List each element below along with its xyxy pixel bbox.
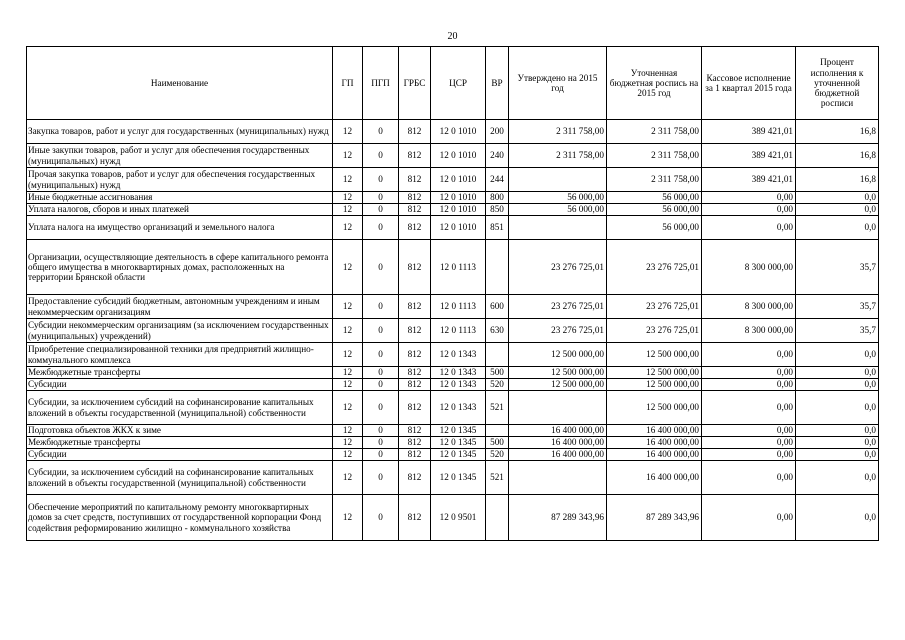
row-name: Межбюджетные трансферты: [27, 367, 333, 379]
row-name: Закупка товаров, работ и услуг для государственных (муниципальных) нужд: [27, 120, 333, 144]
row-approved: 2 311 758,00: [509, 120, 607, 144]
row-gp: 12: [333, 240, 363, 295]
row-name: Организации, осуществляющие деятельность в сфере капитального ремонта общего имущества в многоквартирных домах, расположенных на территории Брянской области: [27, 240, 333, 295]
row-pgp: 0: [363, 240, 399, 295]
row-approved: 12 500 000,00: [509, 367, 607, 379]
row-percent: 0,0: [796, 379, 879, 391]
row-cash: 0,00: [702, 343, 796, 367]
row-vr: 600: [486, 295, 509, 319]
row-percent: 0,0: [796, 192, 879, 204]
row-name: Межбюджетные трансферты: [27, 437, 333, 449]
row-refined: 23 276 725,01: [607, 295, 702, 319]
table-row: [27, 367, 879, 379]
table-row: [27, 204, 879, 216]
row-approved: [509, 391, 607, 425]
row-cash: 0,00: [702, 437, 796, 449]
row-name: Субсидии некоммерческим организациям (за исключением государственных (муниципальных) учреждений): [27, 319, 333, 343]
row-pgp: 0: [363, 144, 399, 168]
row-pgp: 0: [363, 425, 399, 437]
header-grbs: ГРБС: [399, 47, 431, 120]
row-grbs: 812: [399, 168, 431, 192]
row-cash: 0,00: [702, 204, 796, 216]
row-grbs: 812: [399, 120, 431, 144]
row-approved: [509, 168, 607, 192]
row-pgp: 0: [363, 319, 399, 343]
row-percent: 0,0: [796, 343, 879, 367]
row-csr: 12 0 1010: [431, 120, 486, 144]
row-percent: 0,0: [796, 204, 879, 216]
row-grbs: 812: [399, 425, 431, 437]
row-gp: 12: [333, 120, 363, 144]
table-row: [27, 391, 879, 425]
row-grbs: 812: [399, 495, 431, 541]
row-percent: 0,0: [796, 437, 879, 449]
row-cash: 0,00: [702, 216, 796, 240]
row-refined: 2 311 758,00: [607, 144, 702, 168]
row-name: Субсидии: [27, 449, 333, 461]
row-vr: 520: [486, 379, 509, 391]
row-pgp: 0: [363, 192, 399, 204]
table-row: [27, 449, 879, 461]
row-name: Уплата налога на имущество организаций и земельного налога: [27, 216, 333, 240]
table-row: [27, 495, 879, 541]
row-approved: 12 500 000,00: [509, 343, 607, 367]
row-grbs: 812: [399, 391, 431, 425]
row-csr: 12 0 1113: [431, 240, 486, 295]
row-cash: 0,00: [702, 425, 796, 437]
row-name: Иные закупки товаров, работ и услуг для обеспечения государственных (муниципальных) нужд: [27, 144, 333, 168]
row-refined: 2 311 758,00: [607, 120, 702, 144]
row-cash: 8 300 000,00: [702, 240, 796, 295]
header-vr: ВР: [486, 47, 509, 120]
row-refined: 87 289 343,96: [607, 495, 702, 541]
row-approved: 23 276 725,01: [509, 319, 607, 343]
row-gp: 12: [333, 449, 363, 461]
row-vr: 244: [486, 168, 509, 192]
row-refined: 56 000,00: [607, 192, 702, 204]
table-row: [27, 425, 879, 437]
row-approved: 12 500 000,00: [509, 379, 607, 391]
row-name: Субсидии, за исключением субсидий на софинансирование капитальных вложений в объекты государственной (муниципальной) собственности: [27, 391, 333, 425]
header-gp: ГП: [333, 47, 363, 120]
row-csr: 12 0 1010: [431, 192, 486, 204]
row-pgp: 0: [363, 216, 399, 240]
row-csr: 12 0 1010: [431, 144, 486, 168]
row-percent: 0,0: [796, 367, 879, 379]
row-gp: 12: [333, 144, 363, 168]
row-pgp: 0: [363, 379, 399, 391]
header-name: Наименование: [27, 47, 333, 120]
row-approved: [509, 461, 607, 495]
row-approved: 87 289 343,96: [509, 495, 607, 541]
row-cash: 0,00: [702, 495, 796, 541]
page-number: 20: [447, 31, 458, 42]
row-grbs: 812: [399, 437, 431, 449]
row-cash: 389 421,01: [702, 144, 796, 168]
row-refined: 23 276 725,01: [607, 319, 702, 343]
row-gp: 12: [333, 367, 363, 379]
row-vr: 240: [486, 144, 509, 168]
row-vr: 851: [486, 216, 509, 240]
row-pgp: 0: [363, 120, 399, 144]
row-cash: 0,00: [702, 391, 796, 425]
row-cash: 8 300 000,00: [702, 295, 796, 319]
row-vr: 521: [486, 391, 509, 425]
row-approved: 16 400 000,00: [509, 449, 607, 461]
row-gp: 12: [333, 216, 363, 240]
row-cash: 0,00: [702, 449, 796, 461]
row-gp: 12: [333, 495, 363, 541]
row-gp: 12: [333, 343, 363, 367]
row-cash: 0,00: [702, 379, 796, 391]
row-pgp: 0: [363, 343, 399, 367]
row-gp: 12: [333, 379, 363, 391]
row-csr: 12 0 9501: [431, 495, 486, 541]
row-percent: 0,0: [796, 461, 879, 495]
table-row: [27, 120, 879, 144]
row-cash: 0,00: [702, 192, 796, 204]
table-row: [27, 379, 879, 391]
row-vr: 630: [486, 319, 509, 343]
header-percent: Процент исполнения к уточненной бюджетной росписи: [796, 47, 879, 120]
row-pgp: 0: [363, 461, 399, 495]
row-pgp: 0: [363, 495, 399, 541]
row-name: Иные бюджетные ассигнования: [27, 192, 333, 204]
row-grbs: 812: [399, 295, 431, 319]
row-csr: 12 0 1343: [431, 367, 486, 379]
row-percent: 0,0: [796, 391, 879, 425]
row-cash: 0,00: [702, 367, 796, 379]
row-vr: [486, 343, 509, 367]
row-gp: 12: [333, 425, 363, 437]
row-refined: 16 400 000,00: [607, 437, 702, 449]
table-row: [27, 240, 879, 295]
row-percent: 35,7: [796, 319, 879, 343]
row-csr: 12 0 1345: [431, 461, 486, 495]
row-gp: 12: [333, 437, 363, 449]
row-vr: 521: [486, 461, 509, 495]
row-grbs: 812: [399, 449, 431, 461]
row-refined: 16 400 000,00: [607, 449, 702, 461]
row-refined: 12 500 000,00: [607, 343, 702, 367]
row-approved: 23 276 725,01: [509, 240, 607, 295]
table-row: [27, 192, 879, 204]
header-refined: Уточненная бюджетная роспись на 2015 год: [607, 47, 702, 120]
row-cash: 8 300 000,00: [702, 319, 796, 343]
row-grbs: 812: [399, 319, 431, 343]
row-csr: 12 0 1113: [431, 295, 486, 319]
row-name: Обеспечение мероприятий по капитальному ремонту многоквартирных домов за счет средств, поступивших от государственной корпорации Фонд содействия реформированию жилищно - коммунального хозяйства: [27, 495, 333, 541]
row-cash: 389 421,01: [702, 168, 796, 192]
row-cash: 0,00: [702, 461, 796, 495]
row-grbs: 812: [399, 343, 431, 367]
row-gp: 12: [333, 295, 363, 319]
table-row: [27, 437, 879, 449]
table-row: [27, 144, 879, 168]
row-pgp: 0: [363, 295, 399, 319]
table-header-row: [27, 47, 879, 120]
row-refined: 12 500 000,00: [607, 391, 702, 425]
row-name: Уплата налогов, сборов и иных платежей: [27, 204, 333, 216]
row-pgp: 0: [363, 437, 399, 449]
row-grbs: 812: [399, 204, 431, 216]
row-grbs: 812: [399, 216, 431, 240]
row-percent: 16,8: [796, 120, 879, 144]
row-approved: 56 000,00: [509, 204, 607, 216]
row-csr: 12 0 1010: [431, 216, 486, 240]
row-csr: 12 0 1113: [431, 319, 486, 343]
row-name: Прочая закупка товаров, работ и услуг для обеспечения государственных (муниципальных) нужд: [27, 168, 333, 192]
row-gp: 12: [333, 319, 363, 343]
row-gp: 12: [333, 461, 363, 495]
row-csr: 12 0 1343: [431, 391, 486, 425]
row-grbs: 812: [399, 379, 431, 391]
table-row: [27, 295, 879, 319]
row-approved: 2 311 758,00: [509, 144, 607, 168]
row-grbs: 812: [399, 192, 431, 204]
row-vr: 500: [486, 437, 509, 449]
row-percent: 0,0: [796, 216, 879, 240]
row-grbs: 812: [399, 240, 431, 295]
header-pgp: ПГП: [363, 47, 399, 120]
row-approved: [509, 216, 607, 240]
table-row: [27, 319, 879, 343]
table-row: [27, 343, 879, 367]
budget-table: [26, 46, 879, 541]
row-grbs: 812: [399, 367, 431, 379]
row-vr: 800: [486, 192, 509, 204]
row-vr: [486, 495, 509, 541]
row-csr: 12 0 1343: [431, 379, 486, 391]
row-approved: 23 276 725,01: [509, 295, 607, 319]
row-gp: 12: [333, 391, 363, 425]
row-name: Субсидии, за исключением субсидий на софинансирование капитальных вложений в объекты государственной (муниципальной) собственности: [27, 461, 333, 495]
row-percent: 35,7: [796, 295, 879, 319]
row-refined: 56 000,00: [607, 204, 702, 216]
row-refined: 12 500 000,00: [607, 367, 702, 379]
header-cash: Кассовое исполнение за 1 квартал 2015 года: [702, 47, 796, 120]
row-pgp: 0: [363, 204, 399, 216]
row-grbs: 812: [399, 461, 431, 495]
table-row: [27, 216, 879, 240]
row-csr: 12 0 1345: [431, 437, 486, 449]
table-row: [27, 168, 879, 192]
row-refined: 56 000,00: [607, 216, 702, 240]
row-name: Приобретение специализированной техники для предприятий жилищно-коммунального комплекса: [27, 343, 333, 367]
row-approved: 16 400 000,00: [509, 437, 607, 449]
row-vr: [486, 425, 509, 437]
row-pgp: 0: [363, 391, 399, 425]
row-refined: 12 500 000,00: [607, 379, 702, 391]
row-csr: 12 0 1343: [431, 343, 486, 367]
row-name: Подготовка объектов ЖКХ к зиме: [27, 425, 333, 437]
row-vr: 200: [486, 120, 509, 144]
row-percent: 16,8: [796, 144, 879, 168]
row-percent: 0,0: [796, 495, 879, 541]
row-grbs: 812: [399, 144, 431, 168]
row-percent: 35,7: [796, 240, 879, 295]
row-refined: 16 400 000,00: [607, 425, 702, 437]
row-csr: 12 0 1010: [431, 168, 486, 192]
header-approved: Утверждено на 2015 год: [509, 47, 607, 120]
row-approved: 56 000,00: [509, 192, 607, 204]
row-vr: 520: [486, 449, 509, 461]
row-pgp: 0: [363, 168, 399, 192]
row-csr: 12 0 1010: [431, 204, 486, 216]
table-row: [27, 461, 879, 495]
row-refined: 16 400 000,00: [607, 461, 702, 495]
row-percent: 0,0: [796, 449, 879, 461]
row-vr: [486, 240, 509, 295]
row-percent: 16,8: [796, 168, 879, 192]
row-csr: 12 0 1345: [431, 449, 486, 461]
row-gp: 12: [333, 168, 363, 192]
row-refined: 2 311 758,00: [607, 168, 702, 192]
row-vr: 500: [486, 367, 509, 379]
row-vr: 850: [486, 204, 509, 216]
row-pgp: 0: [363, 449, 399, 461]
row-pgp: 0: [363, 367, 399, 379]
row-name: Субсидии: [27, 379, 333, 391]
row-csr: 12 0 1345: [431, 425, 486, 437]
row-name: Предоставление субсидий бюджетным, автономным учреждениям и иным некоммерческим организациям: [27, 295, 333, 319]
row-approved: 16 400 000,00: [509, 425, 607, 437]
row-percent: 0,0: [796, 425, 879, 437]
row-refined: 23 276 725,01: [607, 240, 702, 295]
row-cash: 389 421,01: [702, 120, 796, 144]
table-body: [27, 120, 879, 541]
row-gp: 12: [333, 204, 363, 216]
header-csr: ЦСР: [431, 47, 486, 120]
row-gp: 12: [333, 192, 363, 204]
